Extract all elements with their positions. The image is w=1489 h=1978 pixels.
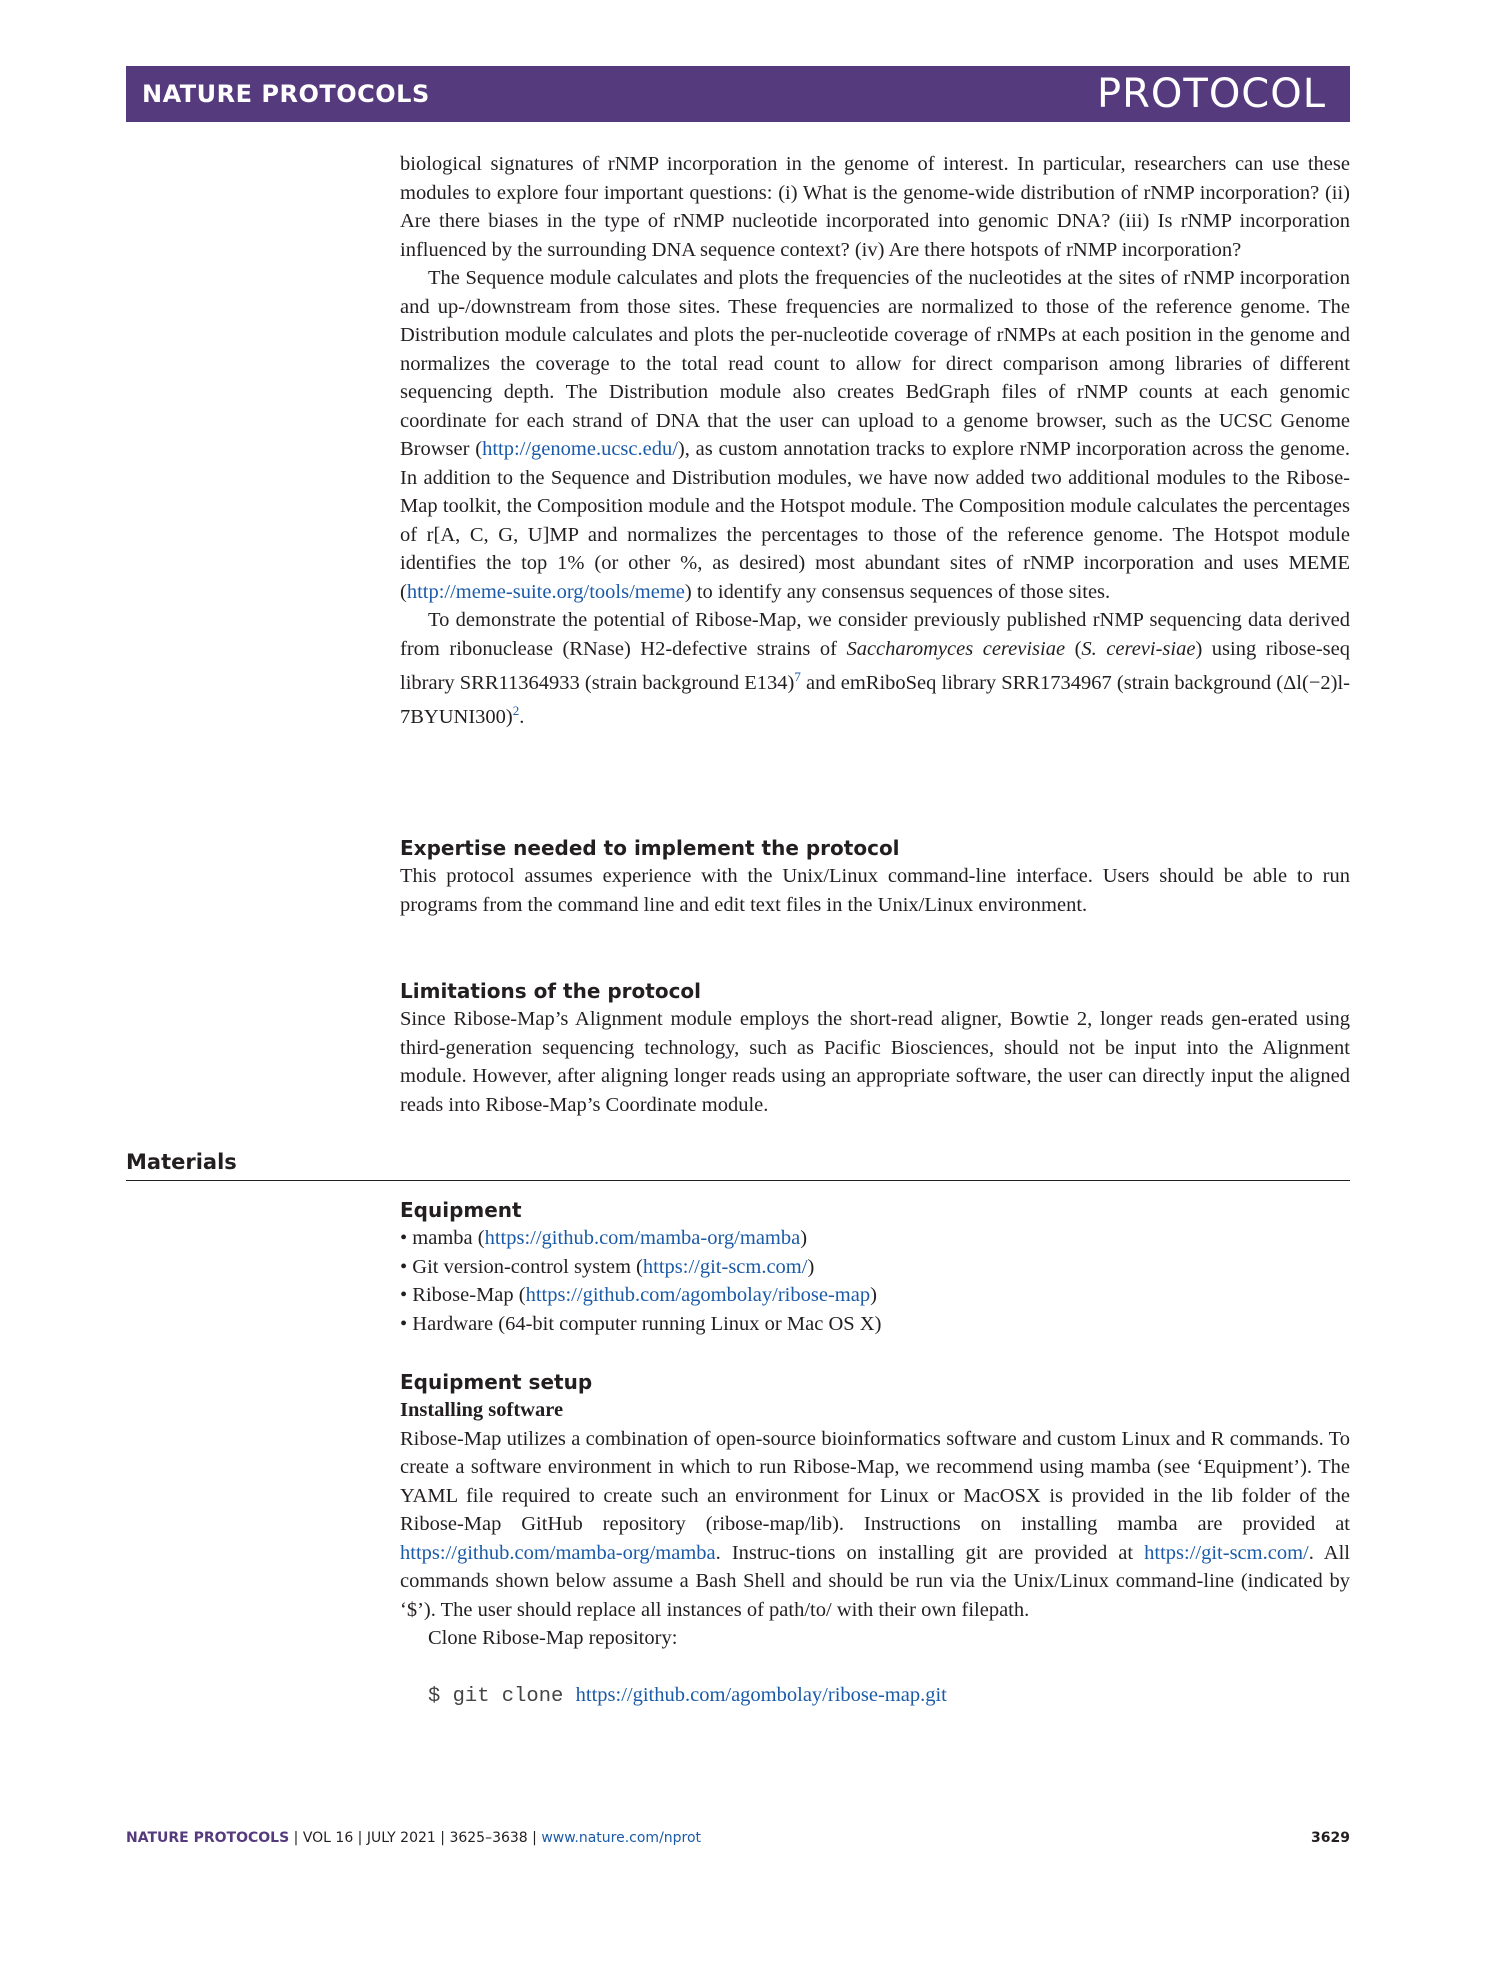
git-link[interactable]: https://git-scm.com/ (642, 1255, 808, 1278)
list-item: • Git version-control system (https://git-scm.com/) (400, 1255, 815, 1278)
setup-section (400, 1368, 1350, 1711)
clone-instruction: Clone Ribose-Map repository: (428, 1627, 678, 1649)
page-number: 3629 (1311, 1830, 1350, 1846)
ribose-map-link[interactable]: https://github.com/agombolay/ribose-map (525, 1284, 871, 1306)
footer-date: JULY 2021 (366, 1830, 436, 1846)
setup-subheading: Installing software (400, 1399, 564, 1421)
setup-heading: Equipment setup (400, 1370, 593, 1394)
footer-journal: NATURE PROTOCOLS (126, 1830, 290, 1846)
intro-paragraph-2: The Sequence module calculates and plots the frequencies of the nucleotides at the sites of rNMP incorporation and up-/downstream from those sites. These frequencies are normalized to those of the reference genome. The Distribution module calculates and plots the per-nucleotide coverage of rNMPs at each position in the genome and normalizes the coverage to the total read count to allow for direct comparison among libraries of different sequencing depth. The Distribution module also creates BedGraph files of rNMP counts at each genomic coordinate for each strand of DNA that the user can upload to a genome browser, such as the UCSC Genome Browser (http://genome.ucsc.edu/), as custom annotation tracks to explore rNMP incorporation across the genome. In addition to the Sequence and Distribution modules, we have now added two additional modules to the Ribose-Map toolkit, the Composition module and the Hotspot module. The Composition module calculates the percentages of r[A, C, G, U]MP and normalizes the percentages to those of the reference genome. The Hotspot module identifies the top 1% (or other %, as desired) most abundant sites of rNMP incorporation and uses MEME (http://meme-suite.org/tools/meme) to identify any consensus sequences of those sites. (400, 267, 1350, 603)
journal-name: NATURE PROTOCOLS (142, 80, 430, 108)
ref-7[interactable]: 7 (794, 669, 801, 684)
equipment-list (400, 1224, 1350, 1338)
limitations-body: Since Ribose-Map’s Alignment module employs the short-read aligner, Bowtie 2, longer reads gen-erated using third-generation sequencing technology, such as Pacific Biosciences, should not be input into the Alignment module. However, after aligning longer reads using an appropriate software, the user can directly input the aligned reads into Ribose-Map’s Coordinate module. (400, 1008, 1350, 1116)
mamba-link-2[interactable]: https://github.com/mamba-org/mamba (400, 1541, 716, 1564)
intro-paragraph-3: To demonstrate the potential of Ribose-Map, we consider previously published rNMP sequencing data derived from ribonuclease (RNase) H2-defective strains of Saccharomyces cerevisiae (S. cerevi-siae) using ribose-seq library SRR11364933 (strain background E134)$^7$ and emRiboSeq library SRR1734967 (strain background (Δl(−2)l-7BYUNI300)$^2$. (400, 609, 1350, 729)
footer-url[interactable]: www.nature.com/nprot (541, 1830, 702, 1846)
expertise-section (400, 834, 1350, 919)
article-type: PROTOCOL (1096, 71, 1326, 117)
intro-paragraph-1: biological signatures of rNMP incorporation in the genome of interest. In particular, researchers can use these modules to explore four important questions: (i) What is the genome-wide distribution of rNMP incorporation? (ii) Are there biases in the type of rNMP nucleotide incorporated into genomic DNA? (iii) Is rNMP incorporation influenced by the surrounding DNA sequence context? (iv) Are there hotspots of rNMP incorporation? (400, 153, 1350, 261)
list-item: • Hardware (64-bit computer running Linux or Mac OS X) (400, 1312, 882, 1335)
expertise-heading: Expertise needed to implement the protocol (400, 836, 900, 860)
footer-pages: 3625–3638 (449, 1830, 528, 1846)
clone-link[interactable]: https://github.com/agombolay/ribose-map.git (575, 1683, 947, 1706)
expertise-body: This protocol assumes experience with the Unix/Linux command-line interface. Users should be able to run programs from the command line and edit text files in the Unix/Linux environment. (400, 865, 1350, 916)
list-item: • Ribose-Map (https://github.com/agombolay/ribose-map) (400, 1284, 877, 1306)
ref-2[interactable]: 2 (512, 703, 520, 719)
footer-volume: VOL 16 (302, 1830, 354, 1846)
equipment-section (400, 1196, 1350, 1338)
meme-link[interactable]: http://meme-suite.org/tools/meme (406, 580, 685, 603)
limitations-heading: Limitations of the protocol (400, 979, 702, 1003)
materials-rule (126, 1180, 1350, 1181)
list-item: • mamba (https://github.com/mamba-org/mamba) (400, 1227, 808, 1249)
git-link-2[interactable]: https://git-scm.com/ (1144, 1541, 1309, 1564)
mamba-link[interactable]: https://github.com/mamba-org/mamba (484, 1227, 801, 1249)
footer: NATURE PROTOCOLS | VOL 16 | JULY 2021 | 3625–3638 | www.nature.com/nprot 3629 (126, 1830, 1350, 1846)
intro-section (400, 150, 1350, 732)
materials-heading: Materials (126, 1150, 237, 1174)
ucsc-link[interactable]: http://genome.ucsc.edu/ (482, 438, 678, 460)
setup-body: Ribose-Map utilizes a combination of open-source bioinformatics software and custom Linux and R commands. To create a software environment in which to run Ribose-Map, we recommend using mamba (see ‘Equipment’). The YAML file required to create such an environment for Linux or MacOSX is provided in the lib folder of the Ribose-Map GitHub repository (ribose-map/lib). Instructions on installing mamba are provided at https://github.com/mamba-org/mamba. Instruc-tions on installing git are provided at https://git-scm.com/. All commands shown below assume a Bash Shell and should be run via the Unix/Linux command-line (indicated by ‘$’). The user should replace all instances of path/to/ with their own filepath. (400, 1427, 1350, 1621)
equipment-heading: Equipment (400, 1198, 522, 1222)
limitations-section (400, 977, 1350, 1119)
clone-command: $ git clone https://github.com/agombolay/ribose-map.git (428, 1683, 947, 1708)
header-banner (126, 66, 1350, 122)
